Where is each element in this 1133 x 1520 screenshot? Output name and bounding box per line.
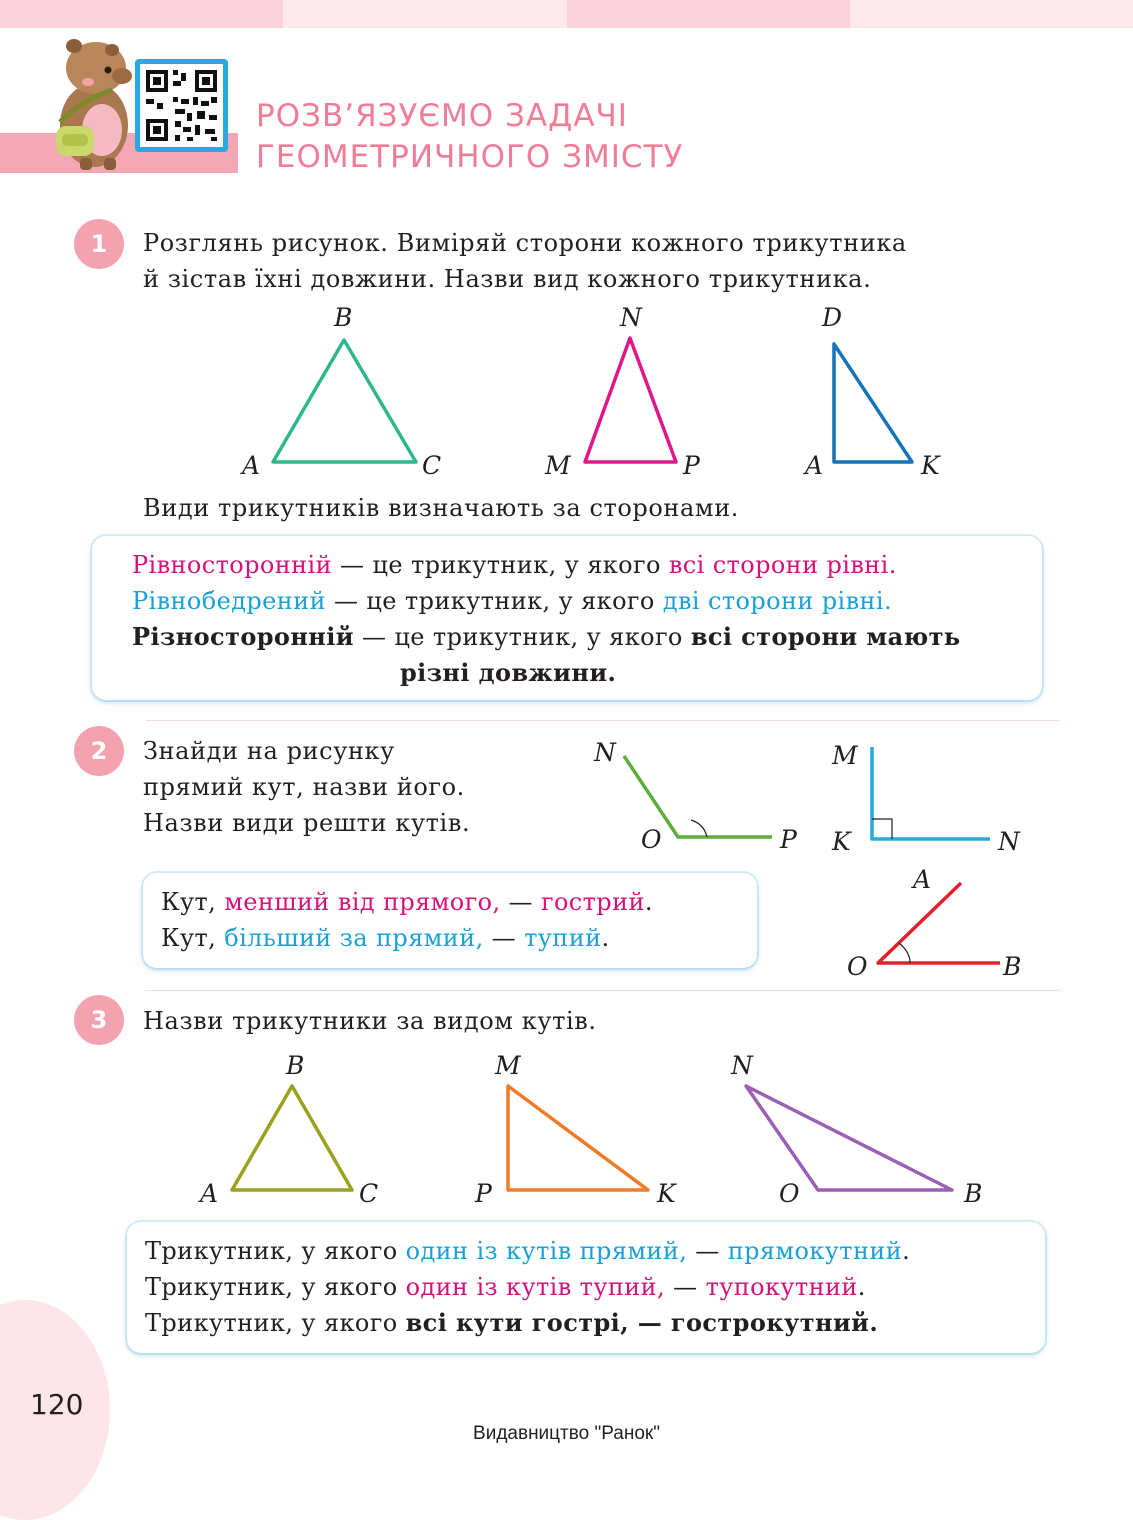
- task-3-definition-box: [127, 1222, 1045, 1353]
- top-strip-2: [283, 0, 567, 28]
- tri2-label-right: P: [683, 451, 700, 480]
- task-1-line1: Розглянь рисунок. Виміряй сторони кожного трикутника: [143, 229, 907, 257]
- def-scalene: [132, 619, 961, 655]
- def-obtuse-tri-a: Трикутник, у якого: [145, 1273, 406, 1301]
- right-angle-mark: [872, 819, 892, 839]
- right-triangle-mpk: [508, 1086, 648, 1190]
- def-obtuse-c: —: [483, 924, 525, 952]
- def-scalene-term: Різносторонній: [132, 622, 354, 651]
- page-number: 120: [30, 1388, 84, 1421]
- def-acute-triangle: [145, 1305, 878, 1341]
- def-right-d: прямокутний: [727, 1237, 903, 1265]
- tri1-label-top: B: [334, 303, 353, 332]
- def-right-c: —: [687, 1237, 728, 1265]
- scalene-triangle-dak: [834, 344, 912, 462]
- def-isosceles: [132, 583, 892, 619]
- angle3-label-end: A: [913, 865, 932, 894]
- tri3-label-right: K: [921, 451, 940, 480]
- tri5-label-right: K: [657, 1179, 676, 1208]
- angle1-label-vertex: O: [641, 825, 662, 854]
- obtuse-angle-arc: [691, 820, 707, 837]
- task-2-number: 2: [74, 726, 124, 776]
- def-scalene-end: всі сторони мають: [690, 622, 961, 651]
- tri6-label-right: B: [964, 1179, 983, 1208]
- def-isosceles-end: дві сторони рівні.: [662, 587, 893, 615]
- tri6-label-top: N: [731, 1051, 753, 1080]
- top-strip-1: [0, 0, 283, 28]
- acute-angle-aob: [878, 883, 1000, 963]
- task-1-after-text: Види трикутників визначають за сторонами.: [143, 494, 740, 522]
- tri3-label-top: D: [822, 303, 843, 332]
- def-obtuse-tri-d: тупокутний: [705, 1273, 858, 1301]
- def-acute-e: .: [644, 888, 653, 916]
- def-acute-d: гострий: [540, 888, 645, 916]
- angle3-label-other: B: [1003, 952, 1022, 981]
- def-obtuse-d: тупий: [524, 924, 602, 952]
- angle1-label-end: N: [594, 738, 616, 767]
- tri4-label-top: B: [286, 1051, 305, 1080]
- capybara-mascot-illustration: [52, 30, 142, 172]
- task-1-line2: й зістав їхні довжини. Назви вид кожного трикутника.: [143, 265, 872, 293]
- def-right-triangle: [145, 1233, 910, 1269]
- angle2-label-end: M: [832, 741, 858, 770]
- top-strip-4: [850, 0, 1133, 28]
- tri5-label-top: M: [495, 1051, 521, 1080]
- def-isosceles-mid: — це трикутник, у якого: [325, 587, 663, 615]
- equilateral-triangle-abc: [273, 340, 416, 462]
- def-equilateral: [132, 547, 897, 583]
- tri2-label-top: N: [620, 303, 642, 332]
- top-strip-3: [567, 0, 850, 28]
- obtuse-triangle-nob: [746, 1086, 952, 1190]
- def-obtuse-tri-e: .: [857, 1273, 866, 1301]
- def-acute-tri-b: всі кути гострі, — гострокутний.: [405, 1308, 879, 1337]
- task-2-definition-box: [143, 873, 757, 968]
- def-obtuse-angle: [161, 920, 610, 956]
- task-2-line2: прямий кут, назви його.: [143, 773, 465, 801]
- def-equilateral-end: всі сторони рівні.: [668, 551, 897, 579]
- def-acute-angle: [161, 884, 653, 920]
- qr-code-image[interactable]: [135, 59, 228, 152]
- task-2-line3: Назви види решти кутів.: [143, 809, 471, 837]
- acute-triangle-abc: [232, 1086, 352, 1190]
- angle2-label-vertex: K: [832, 827, 851, 856]
- right-angle-mkn: [872, 747, 990, 839]
- divider-2: [146, 990, 1060, 991]
- task-1-number: 1: [74, 219, 124, 269]
- def-right-a: Трикутник, у якого: [145, 1237, 406, 1265]
- tri2-label-left: M: [545, 451, 571, 480]
- def-equilateral-mid: — це трикутник, у якого: [332, 551, 669, 579]
- tri1-label-left: A: [242, 451, 261, 480]
- def-obtuse-triangle: [145, 1269, 866, 1305]
- def-isosceles-term: Рівнобедрений: [132, 587, 326, 615]
- tri3-label-left: A: [805, 451, 824, 480]
- angle2-label-other: N: [998, 827, 1020, 856]
- def-acute-tri-a: Трикутник, у якого: [145, 1309, 406, 1337]
- def-acute-c: —: [500, 888, 541, 916]
- def-obtuse-b: більший за прямий,: [224, 924, 484, 952]
- angle3-label-vertex: O: [847, 952, 868, 981]
- task-1-definition-box: [92, 536, 1042, 700]
- tri4-label-left: A: [200, 1179, 219, 1208]
- page-title: [256, 96, 683, 178]
- task-3-text: Назви трикутники за видом кутів.: [143, 1007, 597, 1035]
- tri4-label-right: C: [359, 1179, 379, 1208]
- acute-angle-arc: [899, 943, 910, 963]
- page-title-line2: ГЕОМЕТРИЧНОГО ЗМІСТУ: [256, 139, 684, 175]
- isosceles-triangle-mnp: [585, 338, 676, 462]
- task-3-number: 3: [74, 995, 124, 1045]
- def-acute-b: менший від прямого,: [224, 888, 501, 916]
- task-1-text: [143, 225, 907, 297]
- def-obtuse-e: .: [601, 924, 610, 952]
- angle1-label-other: P: [780, 825, 797, 854]
- def-acute-a: Кут,: [161, 888, 225, 916]
- def-right-b: один із кутів прямий,: [405, 1237, 688, 1265]
- tri1-label-right: C: [422, 451, 442, 480]
- tri5-label-left: P: [475, 1179, 492, 1208]
- def-obtuse-tri-c: —: [665, 1273, 706, 1301]
- def-scalene-cont: різні довжини.: [400, 658, 617, 687]
- def-obtuse-tri-b: один із кутів тупий,: [405, 1273, 666, 1301]
- publisher-line: Видавництво "Ранок": [473, 1423, 660, 1444]
- def-obtuse-a: Кут,: [161, 924, 225, 952]
- def-scalene-mid: — це трикутник, у якого: [354, 623, 691, 651]
- task-2-line1: Знайди на рисунку: [143, 737, 395, 765]
- def-right-e: .: [902, 1237, 911, 1265]
- tri6-label-left: O: [779, 1179, 800, 1208]
- def-equilateral-term: Рівносторонній: [132, 551, 333, 579]
- page-title-line1: РОЗВ’ЯЗУЄМО ЗАДАЧІ: [256, 98, 628, 134]
